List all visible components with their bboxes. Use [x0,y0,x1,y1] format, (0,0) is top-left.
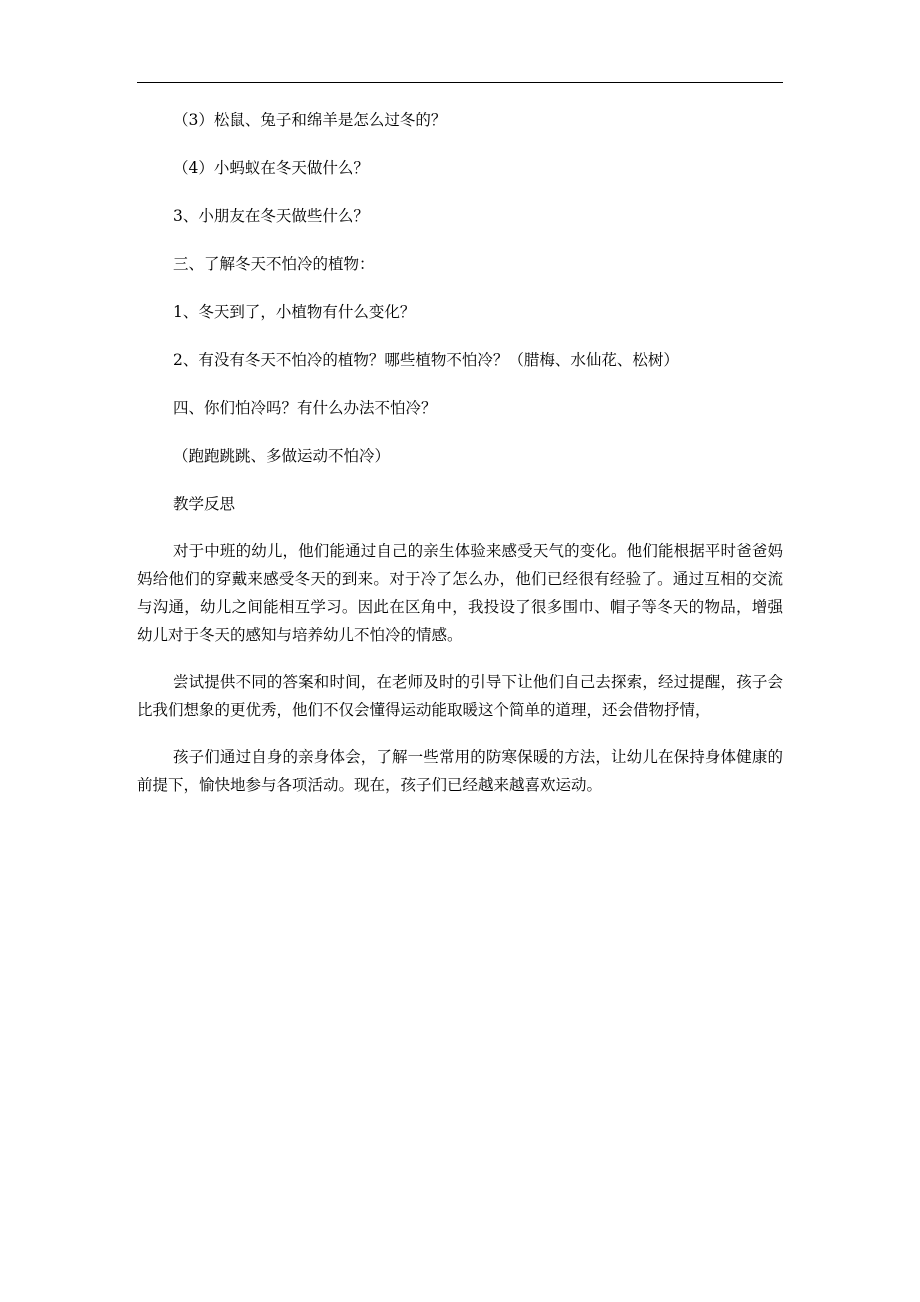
section-heading: 三、了解冬天不怕冷的植物： [173,255,375,273]
question-line: 3、小朋友在冬天做些什么？ [173,207,369,225]
question-line: 1、冬天到了，小植物有什么变化？ [173,303,416,321]
question-line: （3）松鼠、兔子和绵羊是怎么过冬的？ [173,111,447,129]
reflection-paragraph: 尝试提供不同的答案和时间，在老师及时的引导下让他们自己去探索，经过提醒，孩子会比我们想象的更优秀，他们不仅会懂得运动能取暖这个简单的道理，还会借物抒情， [137,673,783,719]
document-body [137,108,783,799]
question-line: （4）小蚂蚁在冬天做什么？ [173,159,369,177]
reflection-heading: 教学反思 [173,495,236,513]
section-heading: 四、你们怕冷吗？有什么办法不怕冷？ [173,399,437,417]
reflection-paragraph: 对于中班的幼儿，他们能通过自己的亲生体验来感受天气的变化。他们能根据平时爸爸妈妈给他们的穿戴来感受冬天的到来。对于冷了怎么办，他们已经很有经验了。通过互相的交流与沟通，幼儿之间能相互学习。因此在区角中，我投设了很多围巾、帽子等冬天的物品，增强幼儿对于冬天的感知与培养幼儿不怕冷的情感。 [137,542,783,644]
question-line: 2、有没有冬天不怕冷的植物？哪些植物不怕冷？（腊梅、水仙花、松树） [173,351,679,369]
answer-line: （跑跑跳跳、多做运动不怕冷） [173,447,391,465]
reflection-paragraph: 孩子们通过自身的亲身体会，了解一些常用的防寒保暖的方法，让幼儿在保持身体健康的前提下，愉快地参与各项活动。现在，孩子们已经越来越喜欢运动。 [137,748,783,794]
header-rule [137,82,783,83]
